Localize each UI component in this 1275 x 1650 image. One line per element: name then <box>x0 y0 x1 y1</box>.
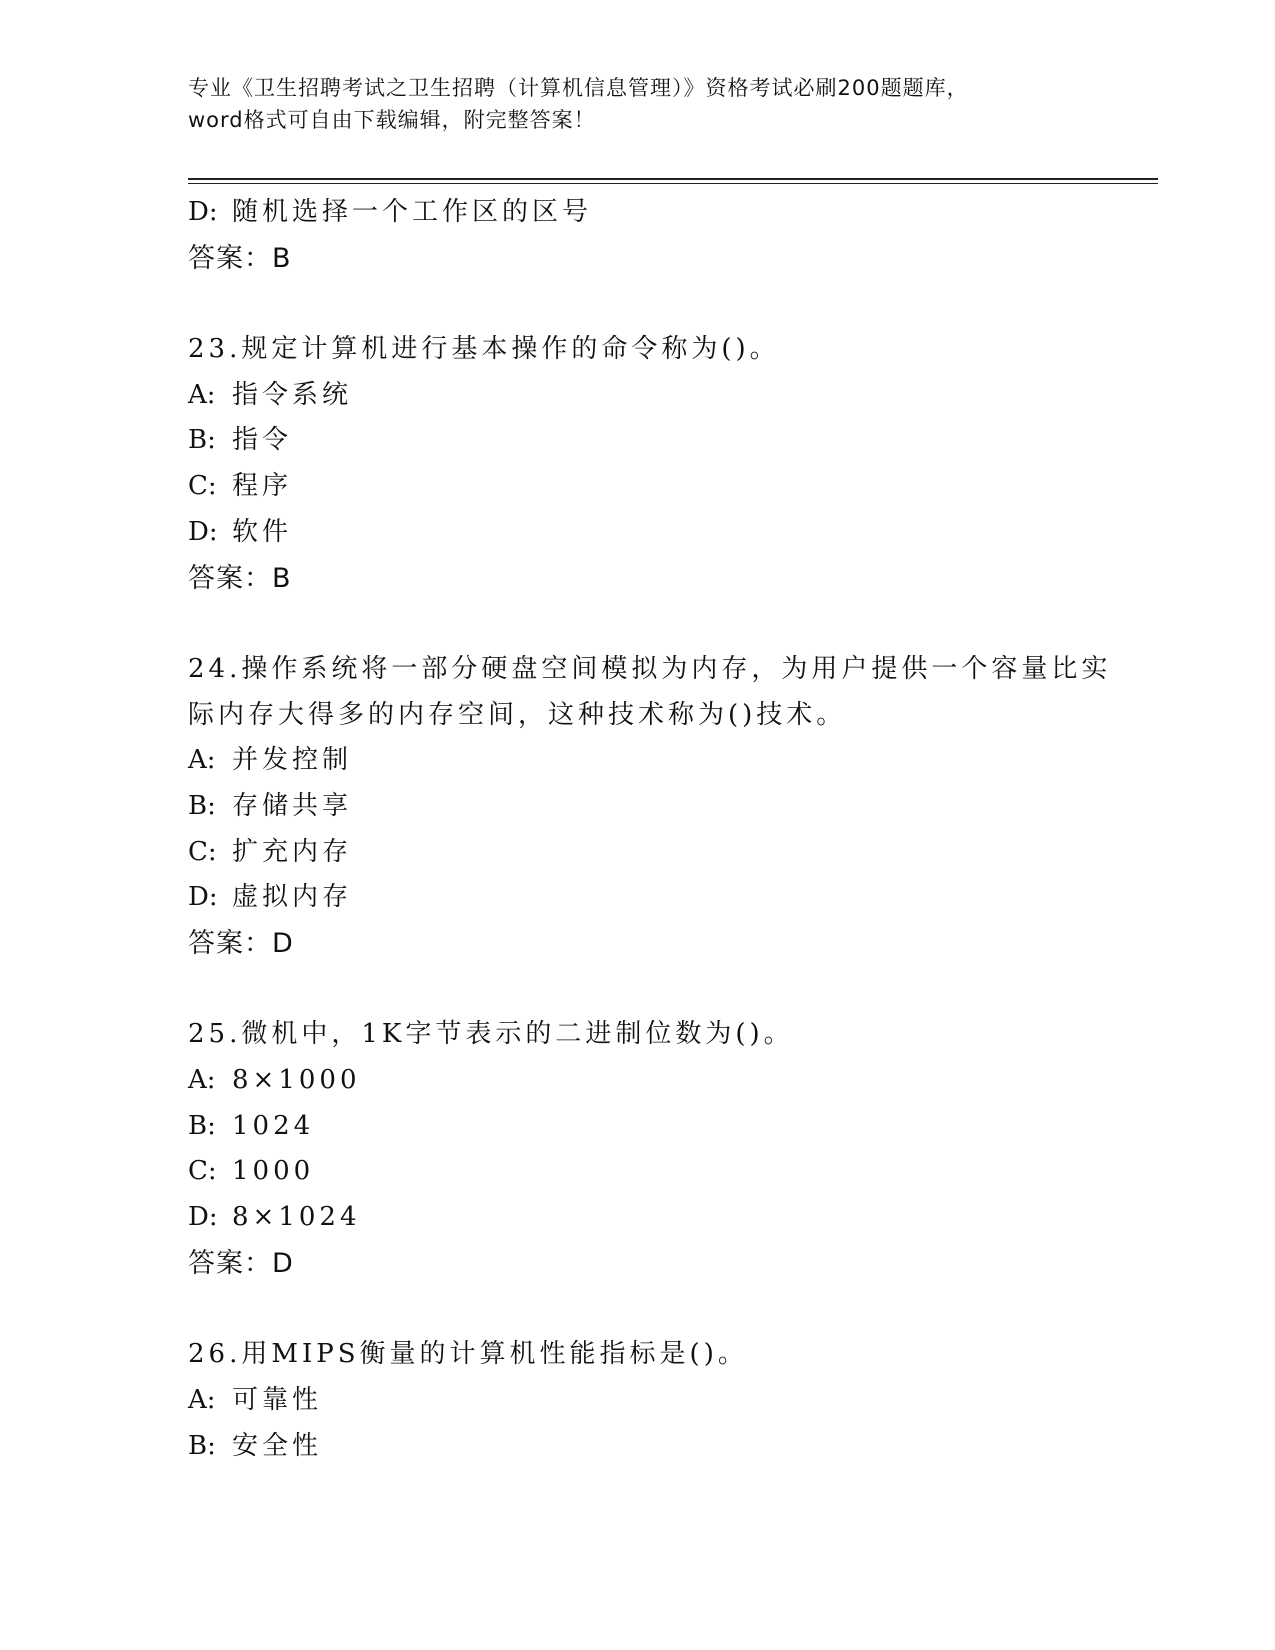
option-b <box>188 1104 1088 1150</box>
option-b <box>188 784 1088 830</box>
question-stem: 23.规定计算机进行基本操作的命令称为()。 <box>188 334 780 365</box>
option-d <box>188 510 1088 556</box>
question-stem: 26.用MIPS衡量的计算机性能指标是()。 <box>188 1339 748 1370</box>
option-a <box>188 1058 1088 1104</box>
option-text: 安全性 <box>232 1430 323 1461</box>
option-text: 可靠性 <box>232 1384 323 1415</box>
option-text: 虚拟内存 <box>232 882 353 913</box>
option-d <box>188 1195 1088 1241</box>
option-c <box>188 464 1088 510</box>
option-text: 8×1000 <box>232 1065 361 1096</box>
option-label: D: <box>188 1202 218 1233</box>
option-d <box>188 190 1088 236</box>
option-label: C: <box>188 836 217 867</box>
option-a <box>188 373 1088 419</box>
option-label: A: <box>188 1065 216 1096</box>
option-text: 1000 <box>232 1156 315 1187</box>
option-text: 指令 <box>232 425 293 456</box>
question-25 <box>188 1012 1088 1286</box>
option-label: B: <box>188 790 216 821</box>
option-text: 1024 <box>232 1110 315 1141</box>
question-24 <box>188 647 1112 967</box>
option-label: B: <box>188 1430 216 1461</box>
option-label: A: <box>188 1384 216 1415</box>
option-label: D: <box>188 516 218 547</box>
option-a <box>188 738 1088 784</box>
option-text: 随机选择一个工作区的区号 <box>232 197 593 227</box>
spacer <box>188 281 1088 327</box>
question-list <box>188 190 1112 1469</box>
option-text: 存储共享 <box>232 790 353 821</box>
option-label: D: <box>188 882 218 913</box>
option-label: C: <box>188 1156 217 1187</box>
option-a <box>188 1378 1088 1424</box>
answer-line: 答案：D <box>188 1247 294 1279</box>
option-text: 扩充内存 <box>232 836 353 867</box>
question-stem-line-2: 际内存大得多的内存空间，这种技术称为()技术。 <box>188 699 847 730</box>
answer-line: 答案：D <box>188 928 294 959</box>
question-stem: 25.微机中，1K字节表示的二进制位数为()。 <box>188 1019 794 1050</box>
document-header <box>188 72 1088 136</box>
question-26 <box>188 1332 1088 1469</box>
option-label: C: <box>188 471 217 502</box>
header-title-line-2: word格式可自由下载编辑，附完整答案！ <box>188 108 596 132</box>
spacer <box>188 967 1088 1013</box>
answer-line: 答案：B <box>188 562 292 594</box>
header-divider-thick <box>188 178 1158 180</box>
option-label: B: <box>188 1110 216 1141</box>
answer-line: 答案：B <box>188 242 292 274</box>
option-b <box>188 1424 1088 1470</box>
question-22-fragment <box>188 190 1088 281</box>
option-text: 并发控制 <box>232 745 353 776</box>
option-c <box>188 1149 1088 1195</box>
question-stem-line-1: 24.操作系统将一部分硬盘空间模拟为内存，为用户提供一个容量比实 <box>188 653 1112 684</box>
question-23 <box>188 327 1088 601</box>
option-label: D: <box>188 197 218 227</box>
header-divider-thin <box>188 183 1158 184</box>
option-b <box>188 418 1088 464</box>
option-text: 软件 <box>232 516 293 547</box>
option-d <box>188 875 1088 921</box>
spacer <box>188 601 1088 647</box>
spacer <box>188 1287 1088 1333</box>
option-text: 8×1024 <box>232 1202 361 1233</box>
option-label: A: <box>188 379 216 410</box>
option-text: 指令系统 <box>232 379 353 410</box>
option-label: B: <box>188 425 216 456</box>
option-c <box>188 830 1088 876</box>
option-text: 程序 <box>232 471 293 502</box>
header-title-line-1: 专业《卫生招聘考试之卫生招聘（计算机信息管理）》资格考试必刷200题题库， <box>188 76 969 100</box>
option-label: A: <box>188 745 216 776</box>
